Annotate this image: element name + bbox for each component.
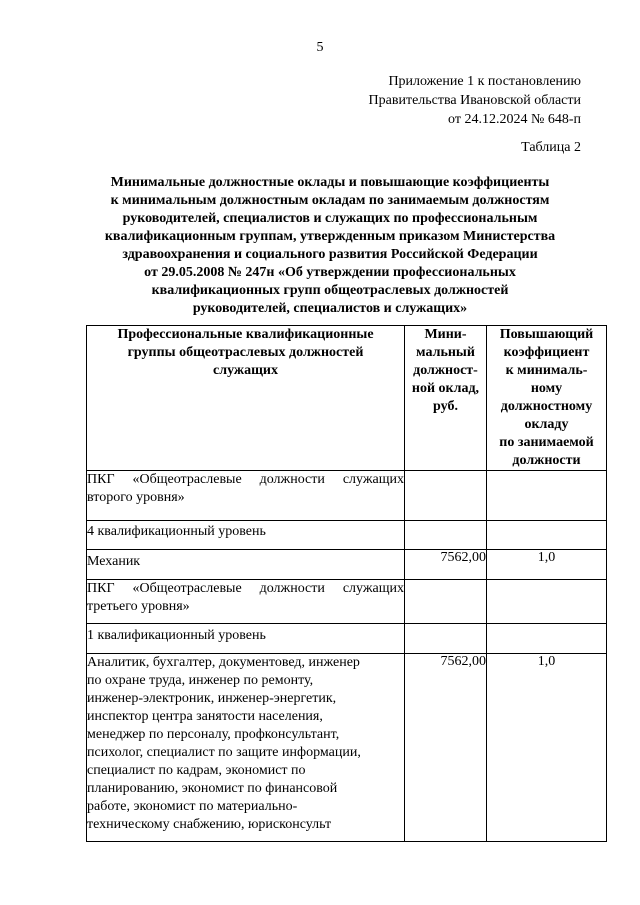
header-qualification-groups (87, 326, 405, 471)
row-name-line: инженер-электроник, инженер-энергетик, (87, 691, 337, 706)
table-row (87, 624, 607, 654)
header-line: должност- (413, 363, 478, 378)
heading-line: квалификационным группам, утвержденным приказом Министерства (104, 229, 556, 244)
coefficient-cell (487, 521, 607, 550)
salary-cell (405, 521, 487, 550)
row-name-line: ПКГ «Общеотраслевые должности служащих (87, 581, 404, 596)
row-name-cell (87, 471, 405, 521)
header-line: должностному (500, 399, 593, 414)
row-name-line: специалист по кадрам, экономист по (87, 763, 306, 778)
row-name-line: ПКГ «Общеотраслевые должности служащих (87, 472, 404, 487)
table-row (87, 654, 607, 842)
header-line: группы общеотраслевых должностей (127, 345, 364, 360)
header-line: Мини- (424, 327, 467, 342)
heading-line: руководителей, специалистов и служащих» (192, 301, 468, 316)
header-line: окладу (524, 417, 569, 432)
row-name-line: Аналитик, бухгалтер, документовед, инженер (87, 655, 360, 670)
row-name-cell (87, 580, 405, 624)
row-name-line: 1 квалификационный уровень (87, 628, 266, 643)
row-name-line: планированию, экономист по финансовой (87, 781, 338, 796)
appendix-line: Правительства Ивановской области (368, 93, 581, 108)
appendix-line: Приложение 1 к постановлению (388, 74, 581, 89)
appendix-reference (369, 72, 581, 129)
header-line: служащих (213, 363, 278, 378)
salary-cell (405, 580, 487, 624)
salary-cell: 7562,00 (405, 654, 487, 842)
header-line: к минималь- (505, 363, 588, 378)
row-name-line: Механик (87, 554, 141, 569)
header-line: руб. (433, 399, 458, 414)
row-name-line: по охране труда, инженер по ремонту, (87, 673, 314, 688)
table-row (87, 580, 607, 624)
document-heading (80, 174, 580, 318)
row-name-line: психолог, специалист по защите информации, (87, 745, 361, 760)
heading-line: руководителей, специалистов и служащих по профессиональным (122, 211, 538, 226)
salary-table (86, 325, 607, 842)
coefficient-cell: 1,0 (487, 654, 607, 842)
salary-cell (405, 471, 487, 521)
row-name-line: инспектор центра занятости населения, (87, 709, 323, 724)
coefficient-cell (487, 580, 607, 624)
coefficient-cell (487, 624, 607, 654)
coefficient-cell: 1,0 (487, 550, 607, 580)
header-line: Повышающий (499, 327, 594, 342)
heading-line: от 29.05.2008 № 247н «Об утверждении профессиональных (144, 265, 516, 280)
table-header-row (87, 326, 607, 471)
header-line: ной оклад, (411, 381, 480, 396)
header-line: коэффициент (503, 345, 590, 360)
row-name-cell (87, 624, 405, 654)
row-name-line: работе, экономист по материально- (87, 799, 298, 814)
row-name-cell (87, 521, 405, 550)
header-min-salary (405, 326, 487, 471)
header-line: по занимаемой (499, 435, 594, 450)
table-row (87, 550, 607, 580)
table-label: Таблица 2 (521, 140, 581, 155)
header-coefficient (487, 326, 607, 471)
row-name-cell (87, 550, 405, 580)
row-name-line: третьего уровня» (87, 599, 190, 614)
row-name-cell (87, 654, 405, 842)
table-row (87, 521, 607, 550)
page-number: 5 (316, 40, 324, 55)
row-name-line: техническому снабжению, юрисконсульт (87, 817, 332, 832)
salary-cell: 7562,00 (405, 550, 487, 580)
row-name-line: менеджер по персоналу, профконсультант, (87, 727, 340, 742)
table-row (87, 471, 607, 521)
heading-line: к минимальным должностным окладам по занимаемым должностям (110, 193, 550, 208)
header-line: Профессиональные квалификационные (117, 327, 374, 342)
coefficient-cell (487, 471, 607, 521)
heading-line: Минимальные должностные оклады и повышающие коэффициенты (110, 175, 550, 190)
row-name-line: 4 квалификационный уровень (87, 524, 266, 539)
header-line: ному (530, 381, 563, 396)
header-line: должности (512, 453, 581, 468)
row-name-line: второго уровня» (87, 490, 185, 505)
appendix-line: от 24.12.2024 № 648-п (448, 112, 581, 127)
header-line: мальный (416, 345, 475, 360)
heading-line: здравоохранения и социального развития Российской Федерации (122, 247, 538, 262)
salary-cell (405, 624, 487, 654)
heading-line: квалификационных групп общеотраслевых должностей (151, 283, 509, 298)
